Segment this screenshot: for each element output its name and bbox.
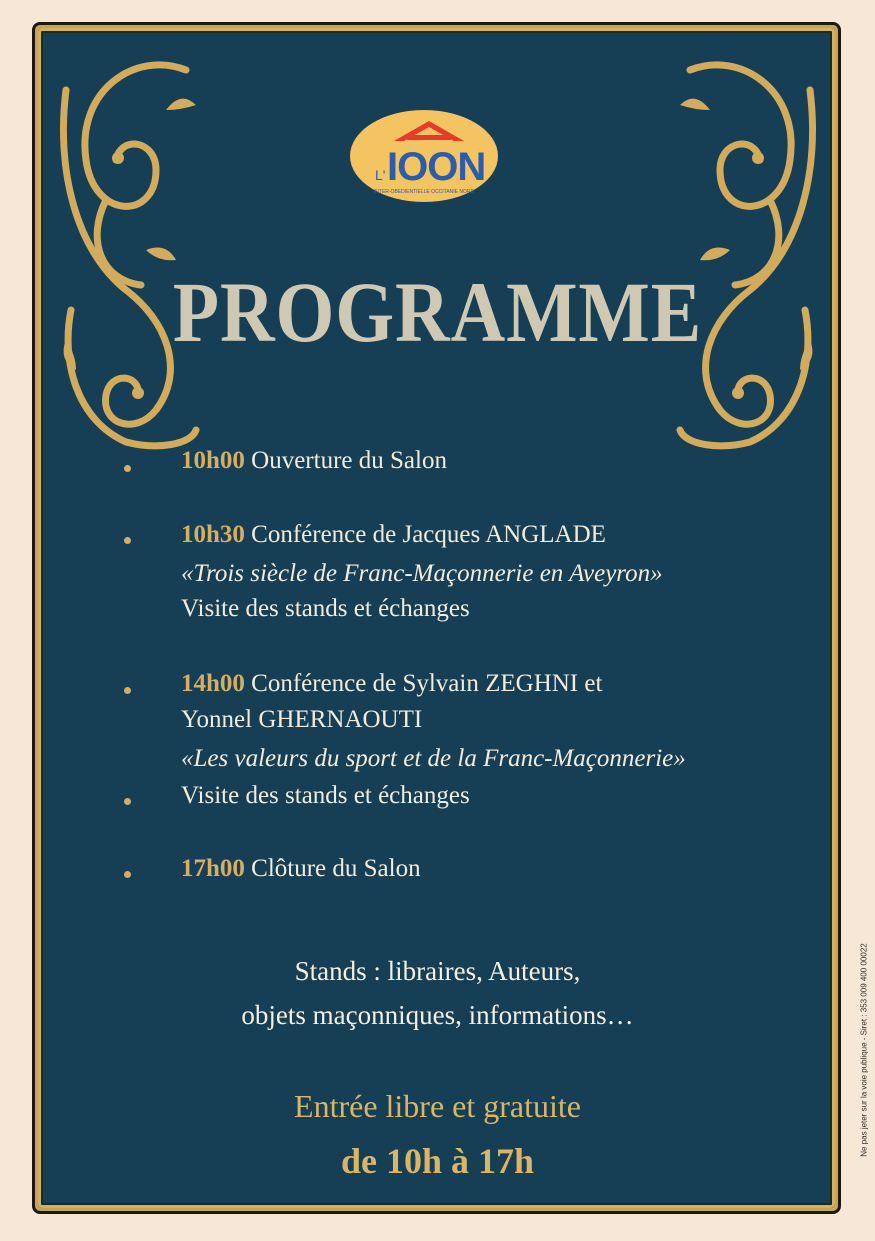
svg-text:L': L' [375, 167, 386, 183]
scroll-ornament-top-right [670, 50, 830, 450]
bullet-icon [124, 687, 131, 694]
svg-text:INTER-OBEDIENTIELLE OCCITANIE: INTER-OBEDIENTIELLE OCCITANIE NORD [373, 189, 475, 195]
stands-line-2: objets maçonniques, informations… [241, 1000, 634, 1030]
opening-hours: de 10h à 17h [340, 1141, 535, 1181]
stands-line-1: Stands : libraires, Auteurs, [294, 956, 581, 986]
program-text: Visite des stands et échanges [181, 595, 470, 622]
program-text: Visite des stands et échanges [181, 782, 470, 809]
program-text: Yonnel GHERNAOUTI [181, 706, 423, 733]
entry-info: Entrée libre et gratuite [294, 1088, 581, 1124]
program-time: 10h30 [181, 521, 245, 548]
program-item [181, 670, 602, 698]
bullet-icon [124, 871, 131, 878]
side-legal-note: Ne pas jeter sur la voie publique - Siret : 353 009 400 00022 [859, 943, 869, 1157]
program-text: Conférence de Jacques ANGLADE [251, 521, 606, 548]
ioon-logo [349, 107, 499, 205]
program-time: 10h00 [181, 447, 245, 474]
program-text: Conférence de Sylvain ZEGHNI et [251, 670, 603, 697]
bullet-icon [124, 465, 131, 472]
program-text: Clôture du Salon [251, 855, 421, 882]
program-subtitle: «Trois siècle de Franc-Maçonnerie en Aveyron» [181, 560, 663, 587]
svg-text:IOON: IOON [387, 145, 486, 189]
program-time: 17h00 [181, 855, 245, 882]
program-text: Ouverture du Salon [251, 447, 447, 474]
program-time: 14h00 [181, 670, 245, 697]
page-title: PROGRAMME [172, 264, 703, 360]
bullet-icon [124, 537, 131, 544]
scroll-ornament-top-left [46, 50, 206, 450]
program-item [181, 521, 606, 549]
program-subtitle: «Les valeurs du sport et de la Franc-Maçonnerie» [181, 745, 686, 772]
bullet-icon [124, 798, 131, 805]
program-item [181, 447, 447, 475]
program-item [181, 855, 421, 883]
